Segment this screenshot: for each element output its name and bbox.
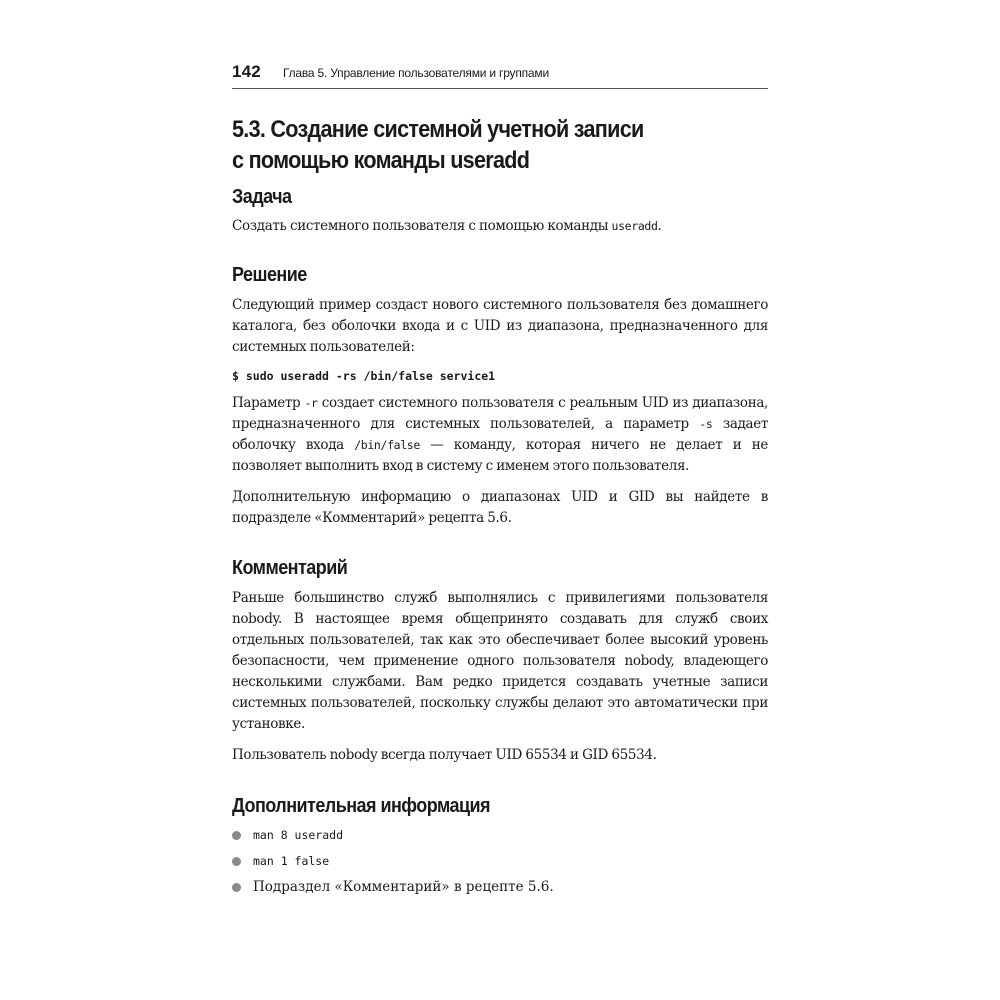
- command-example: $ sudo useradd -rs /bin/false service1: [232, 369, 496, 383]
- section-title-line2: с помощью команды useradd: [232, 147, 530, 174]
- p2-text-2: создает системного пользователя с реальным UID из диапазона, предназначенного для системных пользователей, а параметр: [232, 395, 768, 432]
- bullet-icon: [232, 883, 241, 892]
- discussion-paragraph-1: Раньше большинство служб выполнялись с привилегиями пользователя nobody. В настоящее время общепринято создавать для служб своих отдельных пользователей, так как это обеспечивает более высокий уровень безопасности, чем применение одного пользователя nobody, владеющего несколькими службами. Вам редко придется создавать учетные записи системных пользователей, поскольку службы делают это автоматически при установке.: [232, 590, 768, 732]
- task-text: Создать системного пользователя с помощью команды: [232, 218, 612, 234]
- p2-text-4: — команду, которая ничего не делает и не позволяет выполнить вход в систему с именем этого пользователя.: [232, 437, 768, 474]
- task-heading: Задача: [232, 186, 292, 208]
- p2-text-1: Параметр: [232, 395, 305, 411]
- solution-intro: Следующий пример создаст нового системного пользователя без домашнего каталога, без оболочки входа и с UID из диапазона, предназначенного для системных пользователей:: [232, 297, 768, 355]
- task-paragraph: [232, 216, 768, 237]
- book-page: [232, 62, 768, 900]
- solution-heading: Решение: [232, 264, 307, 286]
- section-title: [232, 114, 772, 176]
- task-text-end: .: [657, 218, 662, 234]
- p2-text-3: задает оболочку входа: [232, 416, 768, 453]
- solution-paragraph-2: [232, 393, 768, 477]
- chapter-title: Глава 5. Управление пользователями и группами: [282, 66, 549, 80]
- discussion-heading: Комментарий: [232, 557, 348, 579]
- option-r-code: -r: [304, 396, 318, 410]
- bullet-icon: [232, 831, 241, 840]
- reference-man-useradd: man 8 useradd: [253, 828, 344, 842]
- option-s-code: -s: [699, 417, 713, 431]
- discussion-paragraph-2: Пользователь nobody всегда получает UID 65534 и GID 65534.: [232, 747, 657, 763]
- section-title-line1: 5.3. Создание системной учетной записи: [232, 116, 644, 143]
- see-also-list: [232, 822, 768, 900]
- running-head: [232, 62, 768, 89]
- list-item: [232, 848, 768, 874]
- reference-man-false: man 1 false: [253, 854, 330, 868]
- page-number: 142: [232, 62, 261, 81]
- bin-false-code: /bin/false: [354, 438, 420, 452]
- list-item: [232, 874, 768, 900]
- list-item: [232, 822, 768, 848]
- reference-recipe: Подраздел «Комментарий» в рецепте 5.6.: [253, 879, 554, 895]
- solution-paragraph-3: Дополнительную информацию о диапазонах UID и GID вы найдете в подразделе «Комментарий» рецепта 5.6.: [232, 489, 768, 526]
- task-code: useradd: [611, 219, 658, 233]
- bullet-icon: [232, 857, 241, 866]
- see-also-heading: Дополнительная информация: [232, 795, 490, 817]
